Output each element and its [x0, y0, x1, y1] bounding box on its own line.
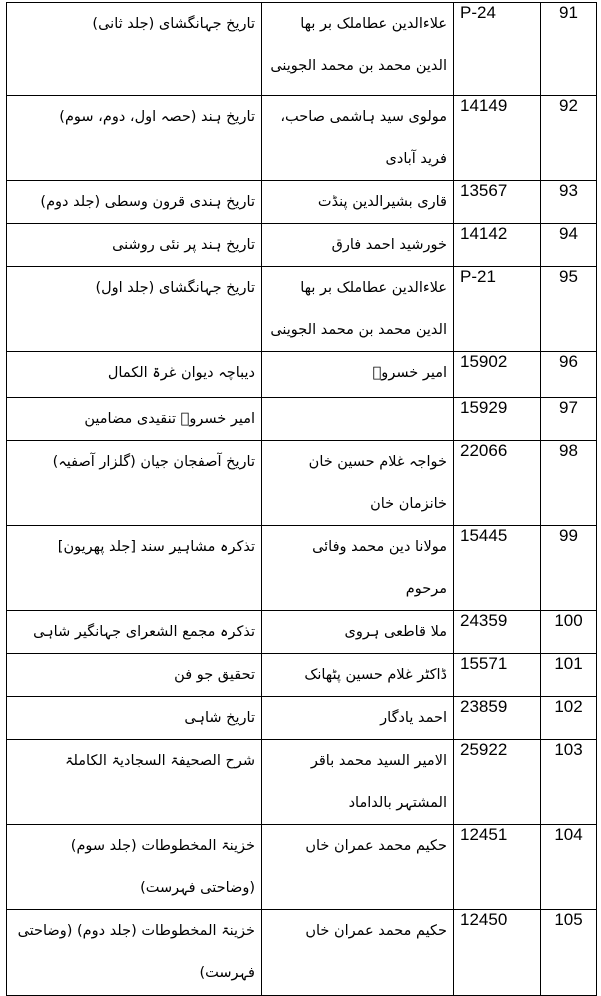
book-title-cell: خزینۃ المخطوطات (جلد سوم) (وضاحتی فہرست) — [7, 825, 262, 910]
serial-number-cell: 105 — [541, 910, 597, 996]
serial-number-cell: 100 — [541, 611, 597, 654]
table-row — [7, 441, 597, 526]
serial-number-cell: 94 — [541, 224, 597, 267]
book-title-cell: تاریخ ہند پر نئی روشنی — [7, 224, 262, 267]
accession-number-cell: 14149 — [454, 96, 541, 181]
book-title-cell: تذکرہ مشاہیر سند [جلد پھریون] — [7, 526, 262, 611]
author-cell: ڈاکٹر غلام حسین پٹھانک — [262, 654, 454, 697]
author-cell: حکیم محمد عمران خاں — [262, 910, 454, 996]
book-title-cell: امیر خسروؒ تنقیدی مضامین — [7, 398, 262, 441]
accession-number-cell: 13567 — [454, 181, 541, 224]
table-row — [7, 96, 597, 181]
table-row — [7, 654, 597, 697]
table-row — [7, 398, 597, 441]
table-row — [7, 910, 597, 996]
author-cell — [262, 398, 454, 441]
author-cell: الامیر السید محمد باقر المشتہر بالداماد — [262, 740, 454, 825]
table-row — [7, 352, 597, 398]
serial-number-cell: 103 — [541, 740, 597, 825]
serial-number-cell: 92 — [541, 96, 597, 181]
author-cell: امیر خسروؒ — [262, 352, 454, 398]
accession-number-cell: 22066 — [454, 441, 541, 526]
serial-number-cell: 101 — [541, 654, 597, 697]
author-cell: خواجہ غلام حسین خان خانزمان خان — [262, 441, 454, 526]
accession-number-cell: 23859 — [454, 697, 541, 740]
table-row — [7, 3, 597, 96]
book-title-cell: تحقیق جو فن — [7, 654, 262, 697]
accession-number-cell: 14142 — [454, 224, 541, 267]
book-title-cell: تاریخ ہندی قرون وسطی (جلد دوم) — [7, 181, 262, 224]
book-title-cell: تاریخ شاہی — [7, 697, 262, 740]
accession-number-cell: 21-P — [454, 267, 541, 352]
accession-number-cell: 15929 — [454, 398, 541, 441]
table-row — [7, 697, 597, 740]
book-title-cell: تاریخ آصفجان جیان (گلزار آصفیہ) — [7, 441, 262, 526]
book-title-cell: خزینۃ المخطوطات (جلد دوم) (وضاحتی فہرست) — [7, 910, 262, 996]
author-cell: علاءالدین عطاملک بر بها الدین محمد بن محمد الجوینی — [262, 3, 454, 96]
author-cell: احمد یادگار — [262, 697, 454, 740]
author-cell: ملا قاطعی ہروی — [262, 611, 454, 654]
author-cell: مولوی سید ہاشمی صاحب، فرید آبادی — [262, 96, 454, 181]
accession-number-cell: 12450 — [454, 910, 541, 996]
accession-number-cell: 15445 — [454, 526, 541, 611]
table-row — [7, 224, 597, 267]
serial-number-cell: 97 — [541, 398, 597, 441]
author-cell: مولانا دین محمد وفائی مرحوم — [262, 526, 454, 611]
catalog-table — [6, 2, 597, 996]
accession-number-cell: 12451 — [454, 825, 541, 910]
author-cell: علاءالدین عطاملک بر بها الدین محمد بن محمد الجوینی — [262, 267, 454, 352]
accession-number-cell: 15571 — [454, 654, 541, 697]
table-row — [7, 611, 597, 654]
author-cell: خورشید احمد فارق — [262, 224, 454, 267]
table-row — [7, 526, 597, 611]
book-title-cell: شرح الصحیفۃ السجادیۃ الکاملۃ — [7, 740, 262, 825]
catalog-body — [7, 3, 597, 996]
book-title-cell: دیباچہ دیوان غرۃ الکمال — [7, 352, 262, 398]
accession-number-cell: 24359 — [454, 611, 541, 654]
book-title-cell: تاریخ ہند (حصہ اول، دوم، سوم) — [7, 96, 262, 181]
serial-number-cell: 98 — [541, 441, 597, 526]
table-row — [7, 267, 597, 352]
accession-number-cell: 15902 — [454, 352, 541, 398]
serial-number-cell: 95 — [541, 267, 597, 352]
serial-number-cell: 99 — [541, 526, 597, 611]
accession-number-cell: 24-P — [454, 3, 541, 96]
table-row — [7, 181, 597, 224]
accession-number-cell: 25922 — [454, 740, 541, 825]
book-title-cell: تذکرہ مجمع الشعرای جہانگیر شاہی — [7, 611, 262, 654]
serial-number-cell: 96 — [541, 352, 597, 398]
book-title-cell: تاریخ جہانگشای (جلد اول) — [7, 267, 262, 352]
book-title-cell: تاریخ جہانگشای (جلد ثانی) — [7, 3, 262, 96]
author-cell: حکیم محمد عمران خاں — [262, 825, 454, 910]
serial-number-cell: 104 — [541, 825, 597, 910]
serial-number-cell: 102 — [541, 697, 597, 740]
serial-number-cell: 91 — [541, 3, 597, 96]
table-row — [7, 740, 597, 825]
table-row — [7, 825, 597, 910]
author-cell: قاری بشیرالدین پنڈت — [262, 181, 454, 224]
serial-number-cell: 93 — [541, 181, 597, 224]
